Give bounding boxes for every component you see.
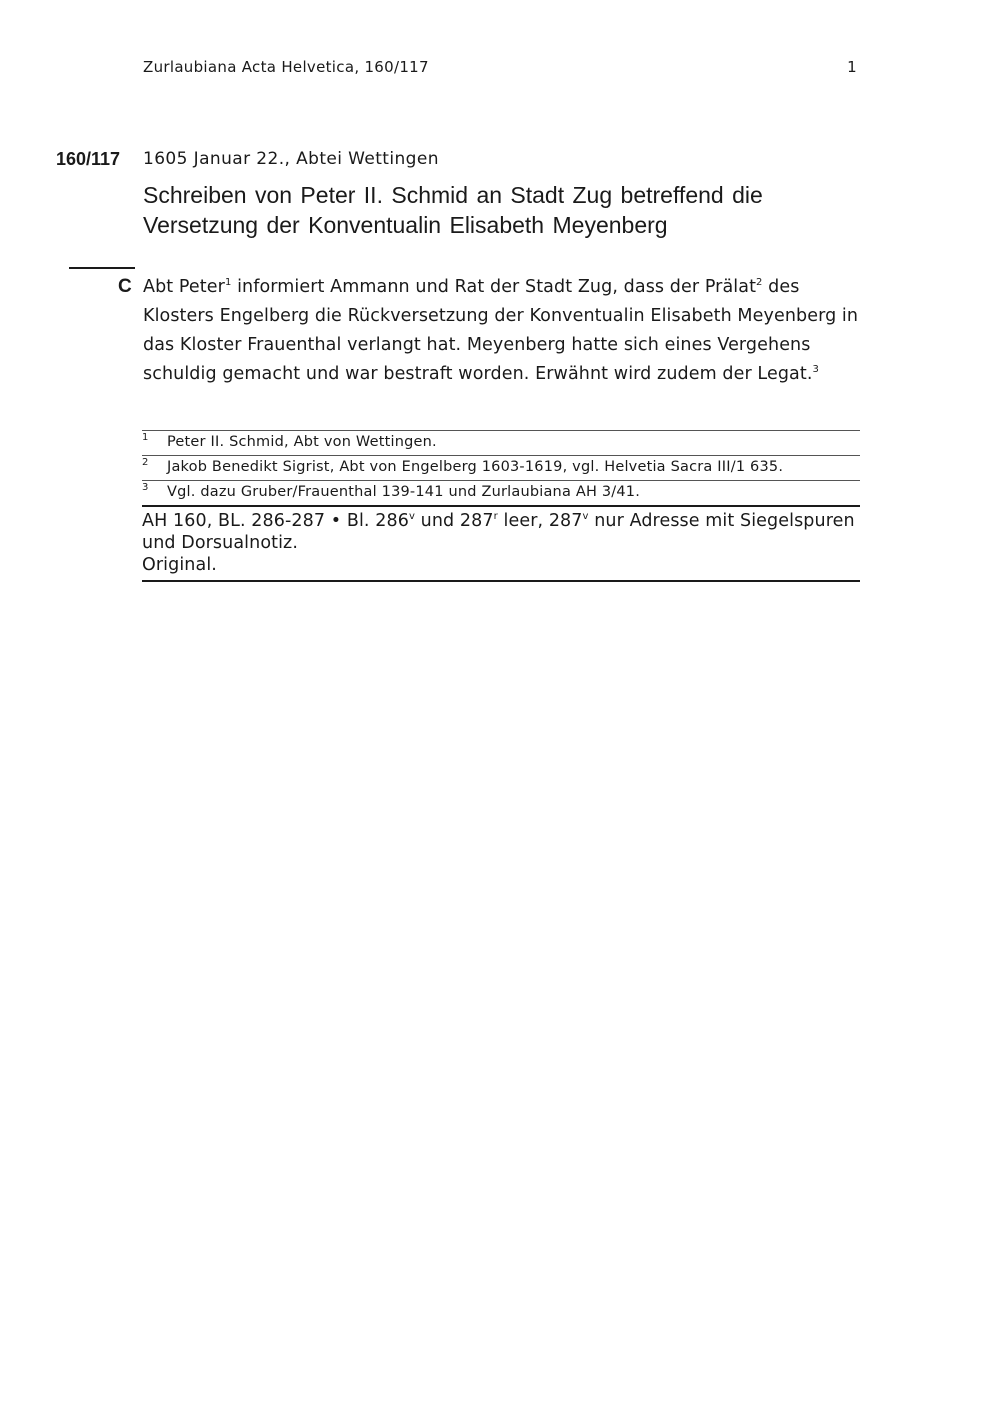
summary-label: C (118, 276, 132, 297)
source-segment: leer, 287 (497, 511, 583, 531)
folio-side: v (408, 511, 415, 522)
source-line (142, 510, 860, 554)
document-title-line: Schreiben von Peter II. Schmid an Stadt Zug betreffend die (143, 182, 763, 208)
footnote-item (142, 431, 860, 456)
footnote-ref: 3 (812, 364, 819, 375)
document-date-place: 1605 Januar 22., Abtei Wettingen (143, 149, 439, 169)
running-head (143, 58, 857, 76)
footnote-mark: 2 (142, 457, 149, 468)
footnote-mark: 3 (142, 482, 149, 493)
summary-rule (69, 267, 135, 269)
footnote-text: Peter II. Schmid, Abt von Wettingen. (167, 434, 437, 450)
folio-side: v (582, 511, 589, 522)
source-segment: nur Adresse mit Siegelspuren und Dorsualnotiz. (142, 511, 855, 553)
source-original: Original. (142, 555, 217, 575)
source-segment: AH 160, BL. 286-287 • Bl. 286 (142, 511, 409, 531)
footnote-text: Jakob Benedikt Sigrist, Abt von Engelberg 1603-1619, vgl. Helvetia Sacra III/1 635. (167, 459, 784, 475)
summary-segment: Abt Peter (143, 277, 225, 297)
footnote-item (142, 481, 860, 507)
footnote-mark: 1 (142, 432, 149, 443)
summary-segment: des Klosters Engelberg die Rückversetzung der Konventualin Elisabeth Meyenberg in das Kloster Frauenthal verlangt hat. Meyenberg hatte sich eines Vergehens schuldig gemacht und war bestraft worden. Erwähnt wird zudem der Legat. (143, 277, 859, 384)
document-title (143, 180, 863, 240)
source-note (142, 510, 860, 582)
summary-segment: informiert Ammann und Rat der Stadt Zug, dass der Prälat (231, 277, 757, 297)
document-number: 160/117 (56, 149, 121, 169)
source-segment: und 287 (415, 511, 494, 531)
footnote-item (142, 456, 860, 481)
folio-side: r (493, 511, 498, 522)
running-title: Zurlaubiana Acta Helvetica, 160/117 (143, 58, 429, 76)
footnote-ref: 2 (756, 277, 763, 288)
summary-text (143, 273, 863, 389)
footnote-text: Vgl. dazu Gruber/Frauenthal 139-141 und Zurlaubiana AH 3/41. (167, 484, 641, 500)
footnotes (142, 430, 860, 507)
footnote-ref: 1 (224, 277, 232, 288)
document-title-line: Versetzung der Konventualin Elisabeth Meyenberg (143, 212, 668, 238)
page-number: 1 (847, 58, 857, 76)
